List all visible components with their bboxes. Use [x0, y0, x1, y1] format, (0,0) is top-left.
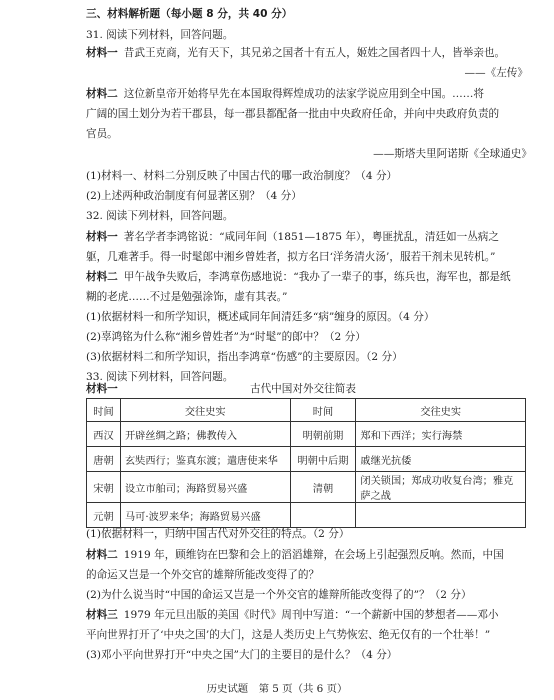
q33-material-2 [86, 549, 504, 562]
q31-material-2-line2: 广阔的国土划分为若干郡县，每一郡县都配备一批由中央政府任命，并向中央政府负责的 [86, 108, 500, 120]
table-title: 古代中国对外交往简表 [250, 383, 356, 395]
table-cell: 开辟丝绸之路；佛教传入 [120, 422, 290, 447]
page-footer: 历史试题 第 5 页（共 6 页） [206, 683, 348, 695]
q31-material-1 [86, 47, 505, 60]
table-cell: 唐朝 [87, 447, 121, 472]
material-label: 材料二 [86, 549, 118, 561]
q33-material-1-label: 材料一 [86, 383, 118, 395]
table-row [87, 472, 526, 503]
table-row [87, 447, 526, 472]
q31-sub-2: (2)上述两种政治制度有何显著区别？（4 分） [86, 190, 302, 202]
table-cell: 郑和下西洋；实行海禁 [356, 422, 526, 447]
table-header-cell: 时间 [290, 399, 356, 422]
q33-stem: 33. 阅读下列材料，回答问题。 [86, 371, 234, 383]
table-row [87, 422, 526, 447]
table-cell: 马可·波罗来华；海路贸易兴盛 [120, 503, 290, 528]
q31-sub-1: (1)材料一、材料二分别反映了中国古代的哪一政治制度？（4 分） [86, 170, 398, 182]
table-cell: 明朝中后期 [290, 447, 356, 472]
q32-sub-1: (1)依据材料一和所学知识，概述咸同年间清廷多“病”缠身的原因。（4 分） [86, 311, 435, 323]
table-cell: 玄奘西行；鉴真东渡；遣唐使来华 [120, 447, 290, 472]
material-label: 材料二 [86, 88, 118, 100]
table-cell: 戚继光抗倭 [356, 447, 526, 472]
q32-sub-2: (2)辜鸿铭为什么称“湘乡曾姓者”为“时髦”的郎中？（2 分） [86, 331, 366, 343]
q31-material-2-line3: 官员。 [86, 128, 118, 140]
q33-material-2-line2: 的命运又岂是一个外交官的雄辩所能改变得了的？ [86, 569, 320, 581]
table-cell: 设立市舶司；海路贸易兴盛 [120, 472, 290, 503]
q32-material-2-line2: 糊的老虎……不过是勉强涂饰，虚有其表。” [86, 291, 288, 303]
material-text: 著名学者李鸿铭说：“咸同年间（1851—1875 年），粤匪扰乱，清廷如一丛病之 [123, 231, 499, 243]
q33-sub-1: (1)依据材料一，归纳中国古代对外交往的特点。（2 分） [86, 528, 350, 540]
table-cell: 西汉 [87, 422, 121, 447]
table-header-cell: 交往史实 [120, 399, 290, 422]
foreign-relations-table [86, 398, 526, 528]
table-cell: 宋朝 [87, 472, 121, 503]
section-title: 三、材料解析题（每小题 8 分，共 40 分） [86, 8, 293, 20]
material-text: 1919 年，顾维钧在巴黎和会上的滔滔雄辩，在会场上引起强烈反响。然而，中国 [123, 549, 504, 561]
material-text: 昔武王克商，光有天下，其兄弟之国者十有五人，姬姓之国者四十人，皆举亲也。 [123, 47, 506, 59]
table-row [87, 503, 526, 528]
table-cell: 清朝 [290, 472, 356, 503]
table-header-cell: 时间 [87, 399, 121, 422]
table-cell: 明朝前期 [290, 422, 356, 447]
table-cell: 元朝 [87, 503, 121, 528]
table-cell [356, 503, 526, 528]
q33-sub-3: (3)邓小平向世界打开“中央之国”大门的主要目的是什么？（4 分） [86, 649, 398, 661]
material-text: 1979 年元旦出版的美国《时代》周刊中写道：“一个薪新中国的梦想者——邓小 [123, 609, 499, 621]
table-header-row [87, 399, 526, 422]
q31-source-1: ——《左传》 [464, 67, 528, 79]
q31-material-2 [86, 88, 484, 101]
material-label: 材料二 [86, 271, 118, 283]
material-text: 这位新皇帝开始将早先在本国取得辉煌成功的法家学说应用到全中国。……将 [123, 88, 484, 100]
material-label: 材料一 [86, 231, 118, 243]
q33-material-3 [86, 609, 499, 622]
q31-source-2: ——斯塔夫里阿诺斯《全球通史》 [373, 148, 532, 160]
q33-sub-2: (2)为什么说当时“中国的命运又岂是一个外交官的雄辩所能改变得了的”？（2 分） [86, 589, 472, 601]
q32-stem: 32. 阅读下列材料，回答问题。 [86, 210, 234, 222]
material-label: 材料三 [86, 609, 118, 621]
q33-material-3-line2: 平向世界打开了‘中央之国’的大门，这是人类历史上气势恢宏、绝无仅有的一个壮举！” [86, 629, 491, 641]
q32-sub-3: (3)依据材料二和所学知识，指出李鸿章“伤感”的主要原因。（2 分） [86, 351, 403, 363]
q32-material-1 [86, 231, 499, 244]
table-header-cell: 交往史实 [356, 399, 526, 422]
q32-material-1-line2: 躯，几难著手。得一时髦郎中湘乡曾姓者，拟方名曰‘洋务清火汤’，服若干剂未见转机。” [86, 251, 496, 263]
q31-stem: 31. 阅读下列材料，回答问题。 [86, 29, 234, 41]
table-cell [290, 503, 356, 528]
q32-material-2 [86, 271, 511, 284]
material-text: 甲午战争失败后，李鸿章伤感地说：“我办了一辈子的事，练兵也，海军也，都是纸 [123, 271, 511, 283]
table-cell: 闭关锁国；郑成功收复台湾；雅克萨之战 [356, 472, 526, 503]
material-label: 材料一 [86, 47, 118, 59]
